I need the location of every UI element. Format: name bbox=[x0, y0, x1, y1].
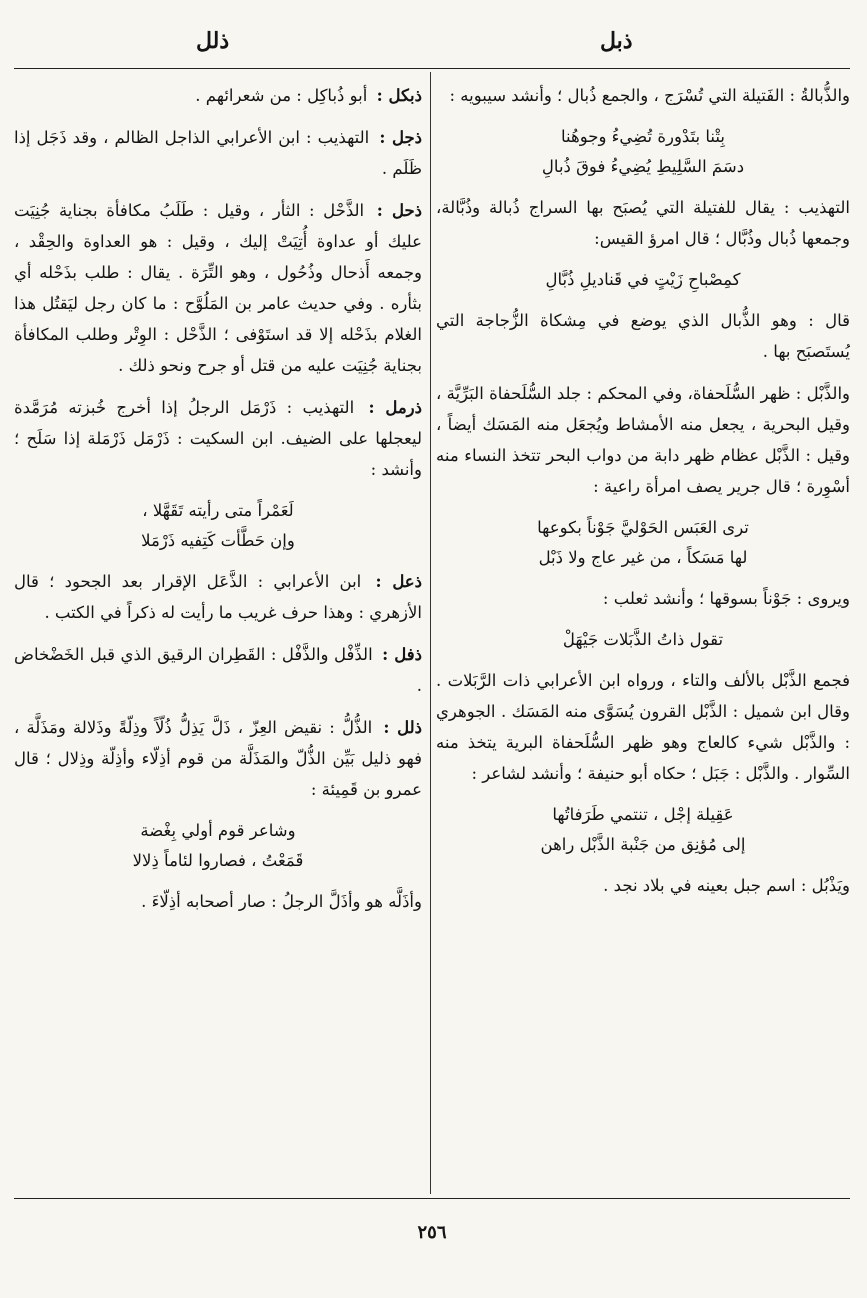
dictionary-entry bbox=[14, 639, 422, 701]
paragraph: والذُّبالةُ : الفَتيلة التي تُسْرَج ، والجمع ذُبال ؛ وأنشد سيبويه : bbox=[449, 86, 850, 105]
verse bbox=[436, 122, 850, 182]
entry-text: ابن الأعرابي : الذَّعَل الإقرار بعد الجحود ؛ قال الأزهري : وهذا حرف غريب ما رأيت له ذكراً في الكتب . bbox=[14, 572, 422, 622]
entry-headword: ذبكل : bbox=[376, 86, 422, 105]
paragraph: وأذَلَّه هو وأذَلَّ الرجلُ : صار أصحابه أذِلّاءَ . bbox=[141, 892, 422, 911]
verse-line: لها مَسَكاً ، من غير عاج ولا ذَبْل bbox=[538, 548, 748, 567]
entry-text: التهذيب : ذَرْمَل الرجلُ إذا أخرج خُبزته مُرَمَّدة ليعجلها على الضيف. ابن السكيت : ذَرْمَل ذَرْمَلة إذا سَلَح ؛ وأنشد : bbox=[14, 398, 422, 479]
verse-line: قَمَعْتُ ، فصاروا لئاماً ذِلالا bbox=[132, 851, 304, 870]
verse bbox=[436, 513, 850, 573]
verse-line: عَقِيلة إجْل ، تنتمي طَرَفاتُها bbox=[552, 805, 734, 824]
header-root-right: ذبل bbox=[600, 28, 633, 54]
page-header bbox=[0, 28, 867, 64]
verse bbox=[14, 496, 422, 556]
paragraph: ويروى : جَوْناً بسوقها ؛ وأنشد ثعلب : bbox=[602, 589, 850, 608]
verse bbox=[436, 625, 850, 655]
entry-headword: ذحل : bbox=[376, 201, 422, 220]
verse bbox=[436, 800, 850, 860]
verse-line: إلى مُؤنِق من جَنْبة الذَّبْل راهن bbox=[540, 835, 746, 854]
entry-text: الذُّلُّ : نقيض العِزّ ، ذَلَّ يَذِلُّ ذُلّاً وذِلّةً وذَلالة ومَذَلَّة ، فهو ذليل بَيِّن الذُّلّ والمَذَلَّة من قوم أذِلّاء وأذِلّة وذِلال ؛ قال عمرو بن قَمِيئة : bbox=[14, 718, 422, 799]
entry-text: الذَّحْل : الثأر ، وقيل : طَلَبُ مكافأة بجناية جُنِيَت عليك أو عداوة أُتِيَتْ إليك ، وقيل : هو العداوة والحِقْد ، وجمعه أَذحال وذُحُول ، وهو التِّرَة . يقال : طلب بذَحْله أي بثأره . وفي حديث عامر بن المَلُوَّح : ما كان رجل ليَقتُل هذا الغلام بذَحْله إلا قد استَوْفى ؛ الذَّحْل : الوِتْر وطلب المكافأة بجناية جُنِيَت عليه من قتل أو جرح ونحو ذلك . bbox=[14, 201, 422, 375]
dictionary-entry bbox=[14, 122, 422, 184]
verse bbox=[436, 265, 850, 295]
dictionary-entry bbox=[14, 712, 422, 805]
dictionary-entry bbox=[14, 80, 422, 111]
paragraph: والذَّبْل : ظهر السُّلَحفاة، وفي المحكم : جلد السُّلَحفاة البَرِّيَّة ، وقيل البحرية ، يجعل منه الأمشاط ويُجعَل منه المَسَك أيضاً ، وقيل : الذَّبْل عظام ظهر دابة من دواب البحر تتخذ النساء منه أسْوِرة ؛ قال جرير يصف امرأة راعية : bbox=[436, 384, 850, 496]
entry-headword: ذلل : bbox=[383, 718, 422, 737]
verse-line: وشاعر قوم أولي بِغْضة bbox=[140, 821, 296, 840]
entry-headword: ذفل : bbox=[382, 645, 422, 664]
right-column bbox=[436, 80, 850, 1192]
entry-headword: ذعل : bbox=[375, 572, 422, 591]
dictionary-entry bbox=[14, 195, 422, 381]
header-root-left: ذلل bbox=[196, 28, 230, 54]
entry-text: التهذيب : ابن الأعرابي الذاجل الظالم ، وقد ذَجَل إذا ظَلَم . bbox=[14, 128, 422, 178]
page-number: ٢٥٦ bbox=[417, 1222, 447, 1243]
paragraph: ويَذْبُل : اسم جبل بعينه في بلاد نجد . bbox=[603, 876, 850, 895]
paragraph: قال : وهو الذُّبال الذي يوضع في مِشكاة الزُّجاجة التي يُستَصبَح بها . bbox=[436, 311, 850, 361]
verse-line: لَعَمْراً متى رأيته تَقَهَّلا ، bbox=[142, 501, 294, 520]
verse bbox=[14, 816, 422, 876]
paragraph: التهذيب : يقال للفتيلة التي يُصبَح بها السراج ذُبالة وذُبَّالة، وجمعها ذُبال وذُبَّال ؛ قال امرؤ القيس: bbox=[436, 198, 850, 248]
verse-line: كمِصْباحِ زَيْتٍ في قَناديلِ ذُبَّالِ bbox=[545, 270, 741, 289]
verse-line: ترى العَبَس الحَوْليَّ جَوْناً بكوعها bbox=[537, 518, 749, 537]
bottom-rule bbox=[14, 1198, 850, 1199]
entry-headword: ذرمل : bbox=[368, 398, 422, 417]
top-rule bbox=[14, 68, 850, 69]
left-column bbox=[14, 80, 422, 1192]
verse-line: دسَمَ السَّلِيطِ يُضِيءُ فوقَ ذُبالِ bbox=[541, 157, 745, 176]
entry-headword: ذجل : bbox=[379, 128, 422, 147]
entry-text: أبو ذُباكِل : من شعرائهم . bbox=[195, 86, 368, 105]
verse-line: وإن حَطَّأت كَتِفيه ذَرْمَلا bbox=[141, 531, 295, 550]
column-divider bbox=[430, 72, 431, 1194]
dictionary-entry bbox=[14, 566, 422, 628]
verse-line: بِتْنا بتَدْورة تُضِيءُ وجوهُنا bbox=[561, 127, 725, 146]
verse-line: تقول ذاتُ الذَّبَلات جَيْهَلْ bbox=[562, 630, 724, 649]
dictionary-entry bbox=[14, 392, 422, 485]
entry-text: الذِّفْل والذَّفْل : القَطِران الرقيق الذي قبل الخَضْخاض . bbox=[14, 645, 422, 695]
paragraph: فجمع الذَّبْل بالألف والتاء ، ورواه ابن الأعرابي ذات الرَّبَلات . وقال ابن شميل : الذَّبْل القرون يُسَوَّى منه المَسَك . الجوهري : والذَّبْل شيء كالعاج وهو ظهر السُّلَحفاة البرية يتخذ منه السِّوار . والذَّبْل : جَبَل ؛ حكاه أبو حنيفة ؛ وأنشد لشاعر : bbox=[436, 671, 850, 783]
